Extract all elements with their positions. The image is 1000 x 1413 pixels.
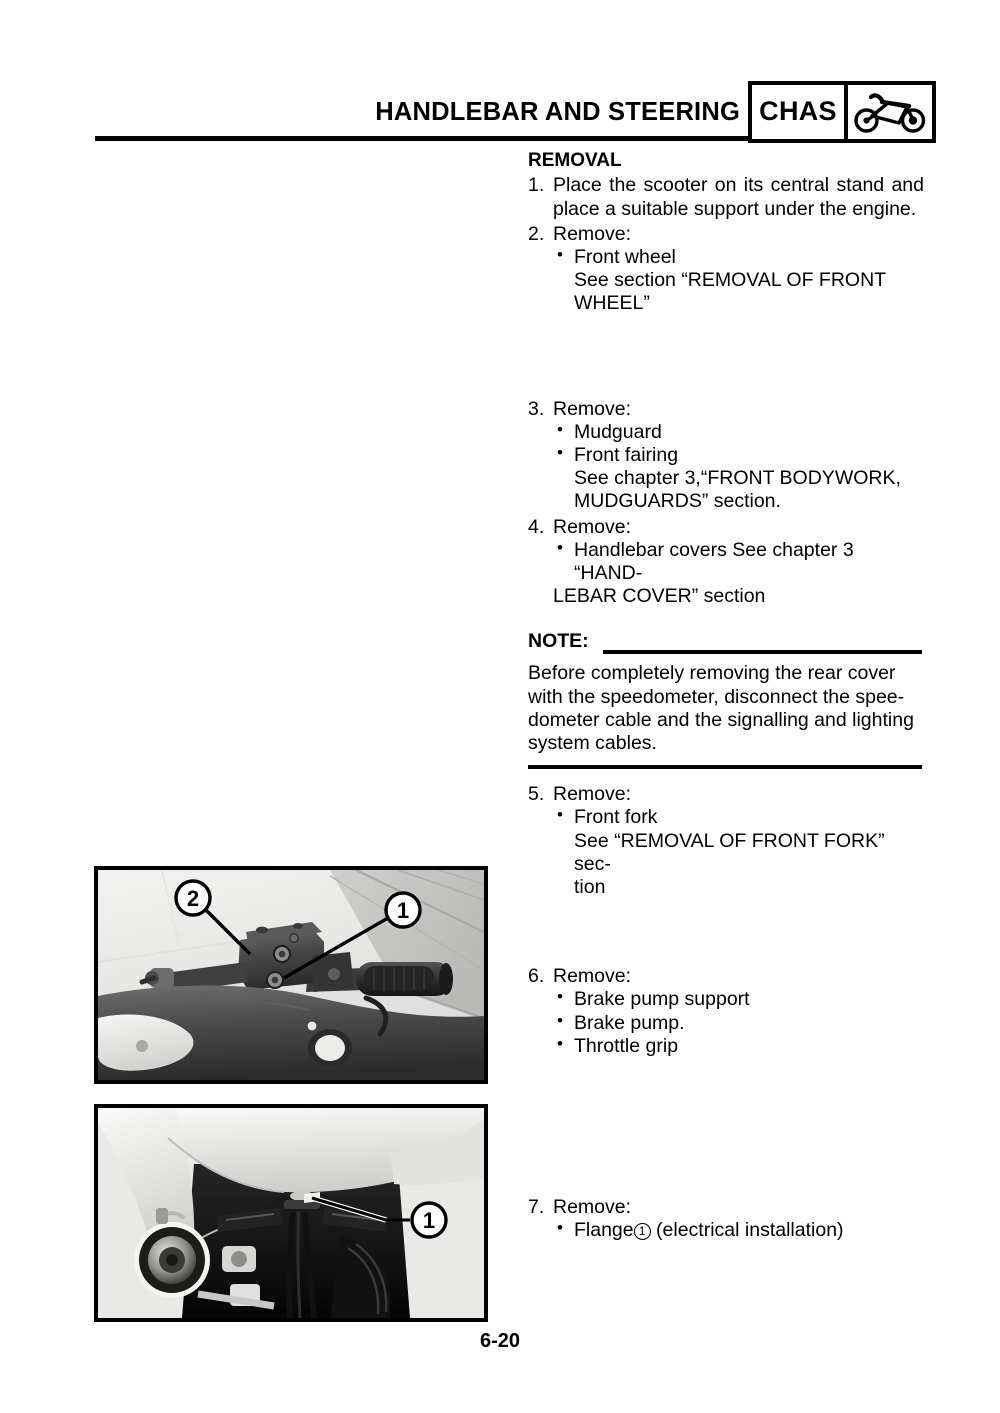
step-2-number: 2. — [528, 222, 545, 245]
layout-gap-1 — [528, 316, 924, 398]
svg-text:1: 1 — [422, 1208, 436, 1233]
note-top-divider — [603, 650, 922, 654]
step-5 — [528, 783, 924, 899]
section-code-label: CHAS — [759, 96, 837, 126]
step-3-reference-line-1: See chapter 3,“FRONT BODYWORK, — [574, 467, 901, 490]
step-5-reference-line-2: tion — [574, 876, 606, 899]
note-header — [528, 630, 924, 656]
list-item: • Mudguard — [553, 421, 924, 444]
step-3-reference-line-2: MUDGUARDS” section. — [574, 490, 781, 513]
step-1-number: 1. — [528, 174, 545, 197]
step-5-number: 5. — [528, 783, 545, 806]
section-tab-chas — [748, 81, 936, 143]
figures-column — [94, 150, 494, 1350]
step-1-text: Place the scooter on its central stand and place a suitable support under the engine. — [553, 174, 924, 220]
step-6-number: 6. — [528, 965, 545, 988]
section-code-cell — [752, 85, 848, 139]
step-3-text: Remove: — [553, 397, 632, 420]
step-2-reference-line-2: WHEEL” — [574, 292, 650, 315]
layout-gap-3 — [528, 1058, 924, 1196]
note-line-3: dometer cable and the signalling and lighting — [528, 708, 914, 731]
step-7-text: Remove: — [553, 1196, 632, 1219]
step-1 — [528, 174, 924, 220]
step-7-number: 7. — [528, 1196, 545, 1219]
step-7-bullets — [553, 1219, 924, 1242]
svg-text:2: 2 — [186, 886, 200, 911]
step-4-bullets — [553, 539, 924, 585]
steering-column-flange-photo — [94, 1104, 488, 1322]
step-2 — [528, 223, 924, 316]
list-item: • Front fork — [553, 806, 924, 829]
step-4 — [528, 516, 924, 609]
instructions-column — [528, 150, 924, 1243]
page-footer — [0, 1330, 1000, 1353]
callout-1-inline: 1 — [634, 1223, 651, 1240]
step-4-text: Remove: — [553, 515, 632, 538]
list-item — [553, 1219, 924, 1242]
header-divider — [95, 136, 748, 141]
svg-text:1: 1 — [396, 898, 410, 923]
note-line-4: system cables. — [528, 732, 657, 755]
list-item: • Front fairing — [553, 444, 924, 467]
step-2-reference-line-1: See section “REMOVAL OF FRONT — [574, 269, 887, 292]
removal-heading: REMOVAL — [528, 150, 622, 171]
page-title: HANDLEBAR AND STEERING — [375, 98, 740, 126]
step-5-bullets — [553, 806, 924, 829]
page-number: 6-20 — [479, 1330, 521, 1352]
handlebar-brake-pump-photo — [94, 866, 488, 1084]
step-5-text: Remove: — [553, 783, 632, 806]
layout-gap-2 — [528, 899, 924, 965]
list-item: • Brake pump. — [553, 1012, 924, 1035]
step-2-text: Remove: — [553, 222, 632, 245]
page-header — [0, 0, 1000, 150]
step-4-number: 4. — [528, 515, 545, 538]
list-item: • Brake pump support — [553, 988, 924, 1011]
note-bottom-divider — [528, 765, 922, 769]
step-7 — [528, 1196, 924, 1242]
list-item: • Throttle grip — [553, 1035, 924, 1058]
step-4-reference-line-1: LEBAR COVER” section — [553, 585, 766, 608]
note-line-1: Before completely removing the rear cover — [528, 662, 896, 685]
step-6 — [528, 965, 924, 1058]
note-text — [528, 662, 924, 755]
step-7-flange-suffix: (electrical installation) — [650, 1219, 844, 1242]
step-7-flange-label: Flange — [574, 1219, 634, 1242]
step-6-text: Remove: — [553, 965, 632, 988]
step-2-bullets — [553, 246, 924, 269]
note-block — [528, 630, 924, 769]
note-label: NOTE: — [528, 630, 589, 653]
step-6-bullets — [553, 988, 924, 1058]
step-3-number: 3. — [528, 397, 545, 420]
motorcycle-icon — [848, 85, 932, 139]
note-line-2: with the speedometer, disconnect the spee- — [528, 685, 905, 708]
step-5-reference-line-1: See “REMOVAL OF FRONT FORK” sec- — [574, 829, 885, 875]
list-item: • Front wheel — [553, 246, 924, 269]
step-3 — [528, 398, 924, 514]
step-3-bullets — [553, 421, 924, 467]
list-item: • Handlebar covers See chapter 3 “HAND- — [553, 539, 924, 585]
